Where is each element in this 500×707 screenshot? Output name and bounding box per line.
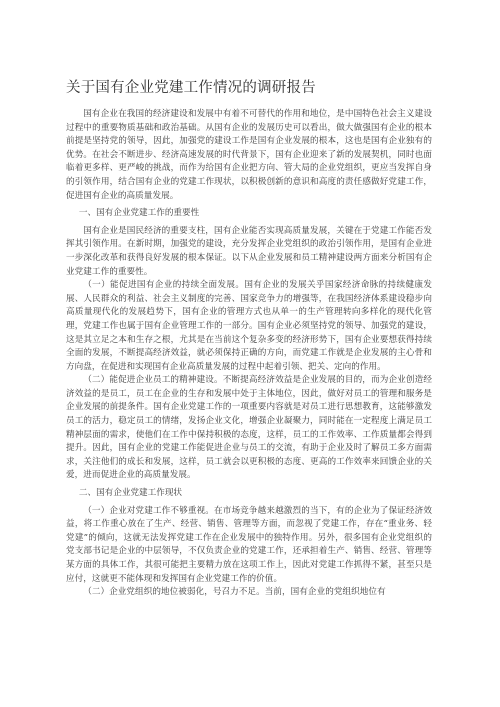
body-paragraph: （一）企业对党建工作不够重视。在市场竞争越来越激烈的当下，有的企业为了保证经济效益，将工作重心放在了生产、经营、销售、管理等方面，而忽视了党建工作，存在“重业务、轻党建”的倾向，这就无法发挥党建工作在企业发展中的独特作用。另外，很多国有企业党组织的党支部书记是企业的中层领导，不仅负责企业的党建工作，还承担着生产、销售、经营、管理等某方面的具体工作，其很可能把主要精力放在这项工作上，因此对党建工作抓得不紧，甚至只是应付，这就更不能体现和发挥国有企业党建工作的价值。 — [66, 505, 432, 584]
body-paragraph: （二）能促进企业员工的精神建设。不断提高经济效益是企业发展的目的，而为企业创造经济效益的是员工，员工在企业的生存和发展中处于主体地位，因此，做好对员工的管理和服务是企业发展的前提条件。国有企业党建工作的一项重要内容就是对员工进行思想教育，这能够激发员工的活力，稳定员工的情绪，发扬企业文化，增强企业凝聚力，同时能在一定程度上满足员工精神层面的需求，使他们在工作中保持积极的态度，这样，员工的工作效率、工作质量都会得到提升。因此，国有企业的党建工作能促进企业与员工的交流，有助于企业及时了解员工多方面需求，关注他们的成长和发展，这样，员工就会以更积极的态度、更高的工作效率来回馈企业的关爱，进而促进企业的高质量发展。 — [66, 375, 432, 481]
body-paragraph: 国有企业是国民经济的重要支柱，国有企业能否实现高质量发展，关键在于党建工作能否发挥其引领作用。在新时期，加强党的建设，充分发挥企业党组织的政治引领作用，是国有企业进一步深化改革和获得良好发展的根本保证。以下从企业发展和员工精神建设两方面来分析国有企业党建工作的重要性。 — [66, 225, 432, 277]
body-paragraph: （二）企业党组织的地位被弱化，号召力不足。当前，国有企业的党组织地位有 — [83, 587, 386, 598]
section-heading-2: 二、国有企业党建工作现状 — [78, 488, 183, 499]
intro-paragraph: 国有企业在我国的经济建设和发展中有着不可替代的作用和地位，是中国特色社会主义建设过程中的重要物质基础和政治基础。从国有企业的发展历史可以看出，做大做强国有企业的根本前提是坚持党的领导，因此，加强党的建设工作是国有企业发展的根本，这也是国有企业独有的优势。在社会不断进步、经济高速发展的时代背景下，国有企业迎来了新的发展契机，同时也面临着更多样、更严峻的挑战，而作为给国有企业把方向、管大局的企业党组织，更应当发挥自身的引领作用，结合国有企业的党建工作现状，以积极创新的意识和高度的责任感做好党建工作，促进国有企业的高质量发展。 — [66, 109, 432, 201]
document-title: 关于国有企业党建工作情况的调研报告 — [66, 80, 316, 96]
body-paragraph: （一）能促进国有企业的持续全面发展。国有企业的发展关乎国家经济命脉的持续健康发展、人民群众的利益、社会主义制度的完善、国家竞争力的增强等，在我国经济体系建设稳步向高质量现代化的发展趋势下，国有企业的管理方式也从单一的生产管理转向多样化的现代化管理，党建工作也属于国有企业管理工作的一部分。国有企业必须坚持党的领导、加强党的建设，这是其立足之本和生存之根，尤其是在当前这个复杂多变的经济形势下，国有企业要想获得持续全面的发展，不断提高经济效益，就必须保持正确的方向，而党建工作就是企业发展的主心骨和方向盘，在促进和实现国有企业高质量发展的过程中起着引领、把关、定向的作用。 — [66, 280, 432, 372]
section-heading-1: 一、国有企业党建工作的重要性 — [78, 208, 200, 219]
